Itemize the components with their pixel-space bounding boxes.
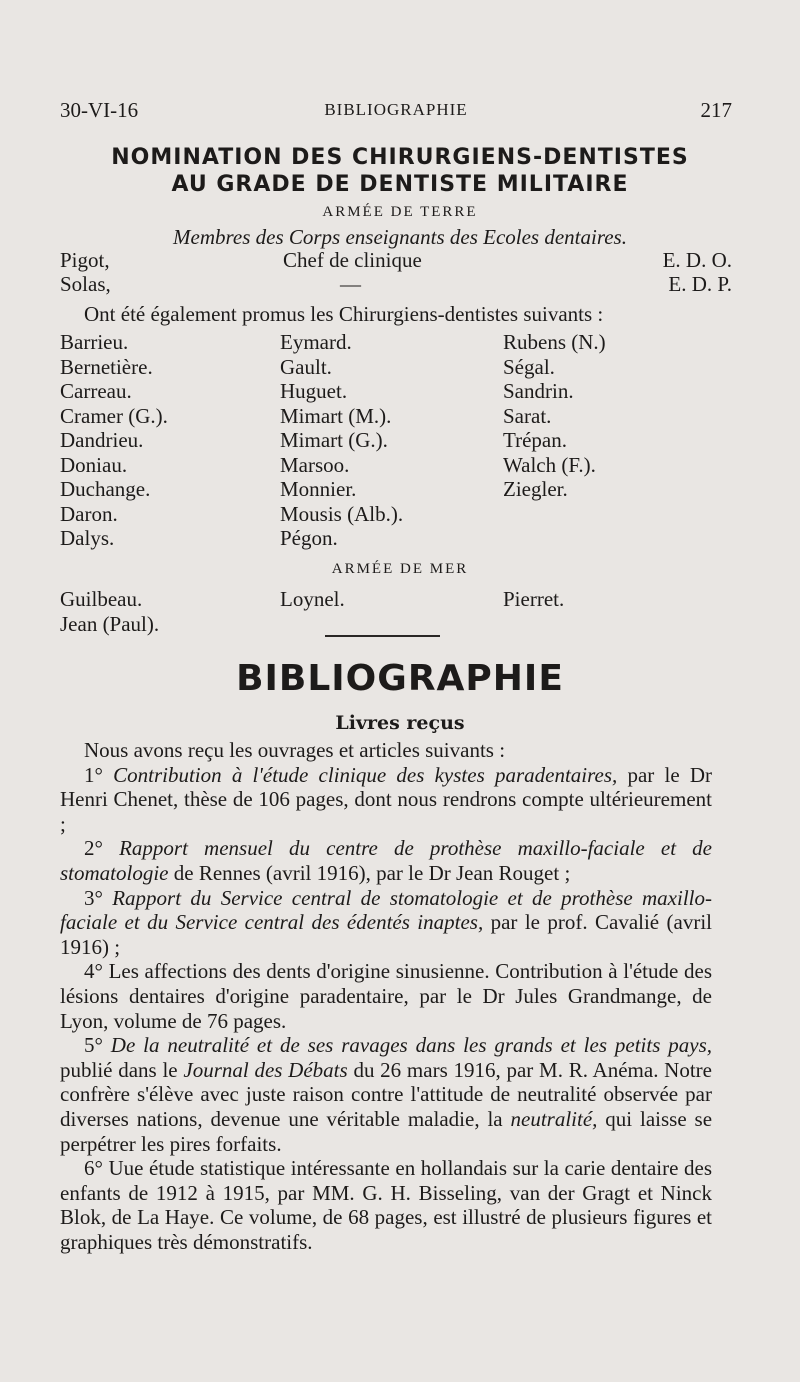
list-item: Duchange. xyxy=(60,477,151,501)
list-item: Dalys. xyxy=(60,526,115,550)
list-item: Bernetière. xyxy=(60,354,153,379)
list-item: Eymard. xyxy=(280,330,352,354)
bib-item-4 xyxy=(60,959,712,1033)
list-item: Marsoo. xyxy=(280,452,350,477)
bib-item-2 xyxy=(60,836,712,885)
list-item: Jean (Paul). xyxy=(60,612,160,636)
intro-paragraph: Nous avons reçu les ouvrages et articles suivants : xyxy=(84,738,506,762)
item-title: Rapport mensuel du centre de prothèse maxillo-faciale et de stomatologie xyxy=(60,836,713,885)
item-number: 6° xyxy=(84,1156,103,1181)
item-text: par le prof. Cavalié (avril 1916) ; xyxy=(60,910,713,959)
list-item: Carreau. xyxy=(60,379,132,403)
list-item: Sandrin. xyxy=(503,379,574,403)
list-item: Sarat. xyxy=(503,403,552,428)
names-column-2 xyxy=(280,330,403,551)
member-school: E. D. P. xyxy=(668,272,732,296)
bib-item-6 xyxy=(60,1156,712,1254)
list-item: Doniau. xyxy=(60,452,128,477)
item-text: par le Dr Henri Chenet, thèse de 106 pages, dont nous rendrons compte ultérieurement ; xyxy=(60,762,713,836)
item-text: Les affections des dents d'origine sinusienne. Contribution à l'étude des lésions dentaires d'origine paradentaire, par le Dr Jules Grandmange, de Lyon, volume de 76 pages. xyxy=(60,959,712,1033)
item-number: 1° xyxy=(84,762,103,787)
journal-title: Journal des Débats xyxy=(183,1057,348,1082)
bib-item-5 xyxy=(60,1033,712,1156)
livres-recus-heading: Livres reçus xyxy=(335,712,465,734)
list-item: Pégon. xyxy=(280,526,338,550)
bibliography-body xyxy=(60,738,712,1254)
item-text: qui laisse se perpétrer les pires forfaits. xyxy=(60,1106,713,1156)
item-text: publié dans le xyxy=(60,1057,178,1082)
bib-item-3 xyxy=(60,886,712,960)
item-number: 2° xyxy=(84,836,103,861)
army-sea-heading: ARMÉE DE MER xyxy=(331,561,469,577)
list-item: Daron. xyxy=(60,501,118,526)
list-item: Walch (F.). xyxy=(503,452,596,477)
list-item: Gault. xyxy=(280,354,332,379)
teaching-members-subtitle: Membres des Corps enseignants des Ecoles dentaires. xyxy=(173,225,627,249)
nomination-title-line-2: AU GRADE DE DENTISTE MILITAIRE xyxy=(171,172,629,197)
also-promoted-line: Ont été également promus les Chirurgiens-dentistes suivants : xyxy=(84,302,604,326)
item-title: De la neutralité et de ses ravages dans les grands et les petits pays, xyxy=(110,1033,712,1058)
list-item: Ségal. xyxy=(503,354,555,379)
header-date: 30-VI-16 xyxy=(60,98,139,122)
list-item: Mousis (Alb.). xyxy=(280,501,404,526)
list-item: Mimart (M.). xyxy=(280,403,392,428)
item-title: Contribution à l'étude clinique des kystes paradentaires, xyxy=(113,762,618,787)
item-text: de Rennes (avril 1916), par le Dr Jean Rouget ; xyxy=(173,860,571,885)
header-running-title: BIBLIOGRAPHIE xyxy=(324,100,468,119)
bib-item-1 xyxy=(60,763,712,837)
army-land-heading: ARMÉE DE TERRE xyxy=(322,204,478,220)
list-item: Dandrieu. xyxy=(60,428,144,452)
item-title: Rapport du Service central de stomatologie et de prothèse maxillo-faciale et du Service central des édentés inaptes, xyxy=(60,885,713,935)
running-header xyxy=(60,98,732,128)
list-item: Ziegler. xyxy=(503,477,568,501)
nomination-title-line-1: NOMINATION DES CHIRURGIENS-DENTISTES xyxy=(111,145,689,170)
nomination-title-block xyxy=(60,144,740,250)
list-item: Barrieu. xyxy=(60,330,129,354)
section-divider xyxy=(325,635,440,637)
list-item: Guilbeau. xyxy=(60,587,143,611)
item-number: 5° xyxy=(84,1033,103,1058)
item-number: 3° xyxy=(84,885,103,910)
member-school: E. D. O. xyxy=(662,248,732,272)
member-name: Pigot, xyxy=(60,248,110,272)
list-item: Rubens (N.) xyxy=(503,330,606,354)
member-role: Chef de clinique xyxy=(283,248,422,272)
emphasized-word: neutralité, xyxy=(510,1106,598,1131)
list-item: Loynel. xyxy=(280,587,345,611)
list-item: Huguet. xyxy=(280,379,348,403)
member-name: Solas, xyxy=(60,272,111,296)
list-item: Monnier. xyxy=(280,477,357,501)
list-item: Trépan. xyxy=(503,428,567,452)
list-item: Mimart (G.). xyxy=(280,428,388,452)
member-role: — xyxy=(340,272,361,296)
item-text: Uue étude statistique intéressante en hollandais sur la carie dentaire des enfants de 1912 à 1915, par MM. G. H. Bisseling, van der Gragt et Ninck Blok, de La Haye. Ce volume, de 68 pages, est illustré de plusieurs figures et graphiques très démonstratifs. xyxy=(60,1156,712,1254)
list-item: Pierret. xyxy=(503,587,565,611)
item-text: du 26 mars 1916, par M. R. Anéma. Notre confrère s'élève avec juste raison contre l'attitude de neutralité observée par diverses nations, devenue une véritable maladie, la xyxy=(60,1057,712,1131)
names-column-3 xyxy=(503,330,606,502)
header-page-number: 217 xyxy=(700,98,732,122)
names-column-1 xyxy=(60,330,168,551)
list-item: Cramer (G.). xyxy=(60,403,168,428)
bibliographie-heading: BIBLIOGRAPHIE xyxy=(236,658,564,699)
item-number: 4° xyxy=(84,959,103,984)
